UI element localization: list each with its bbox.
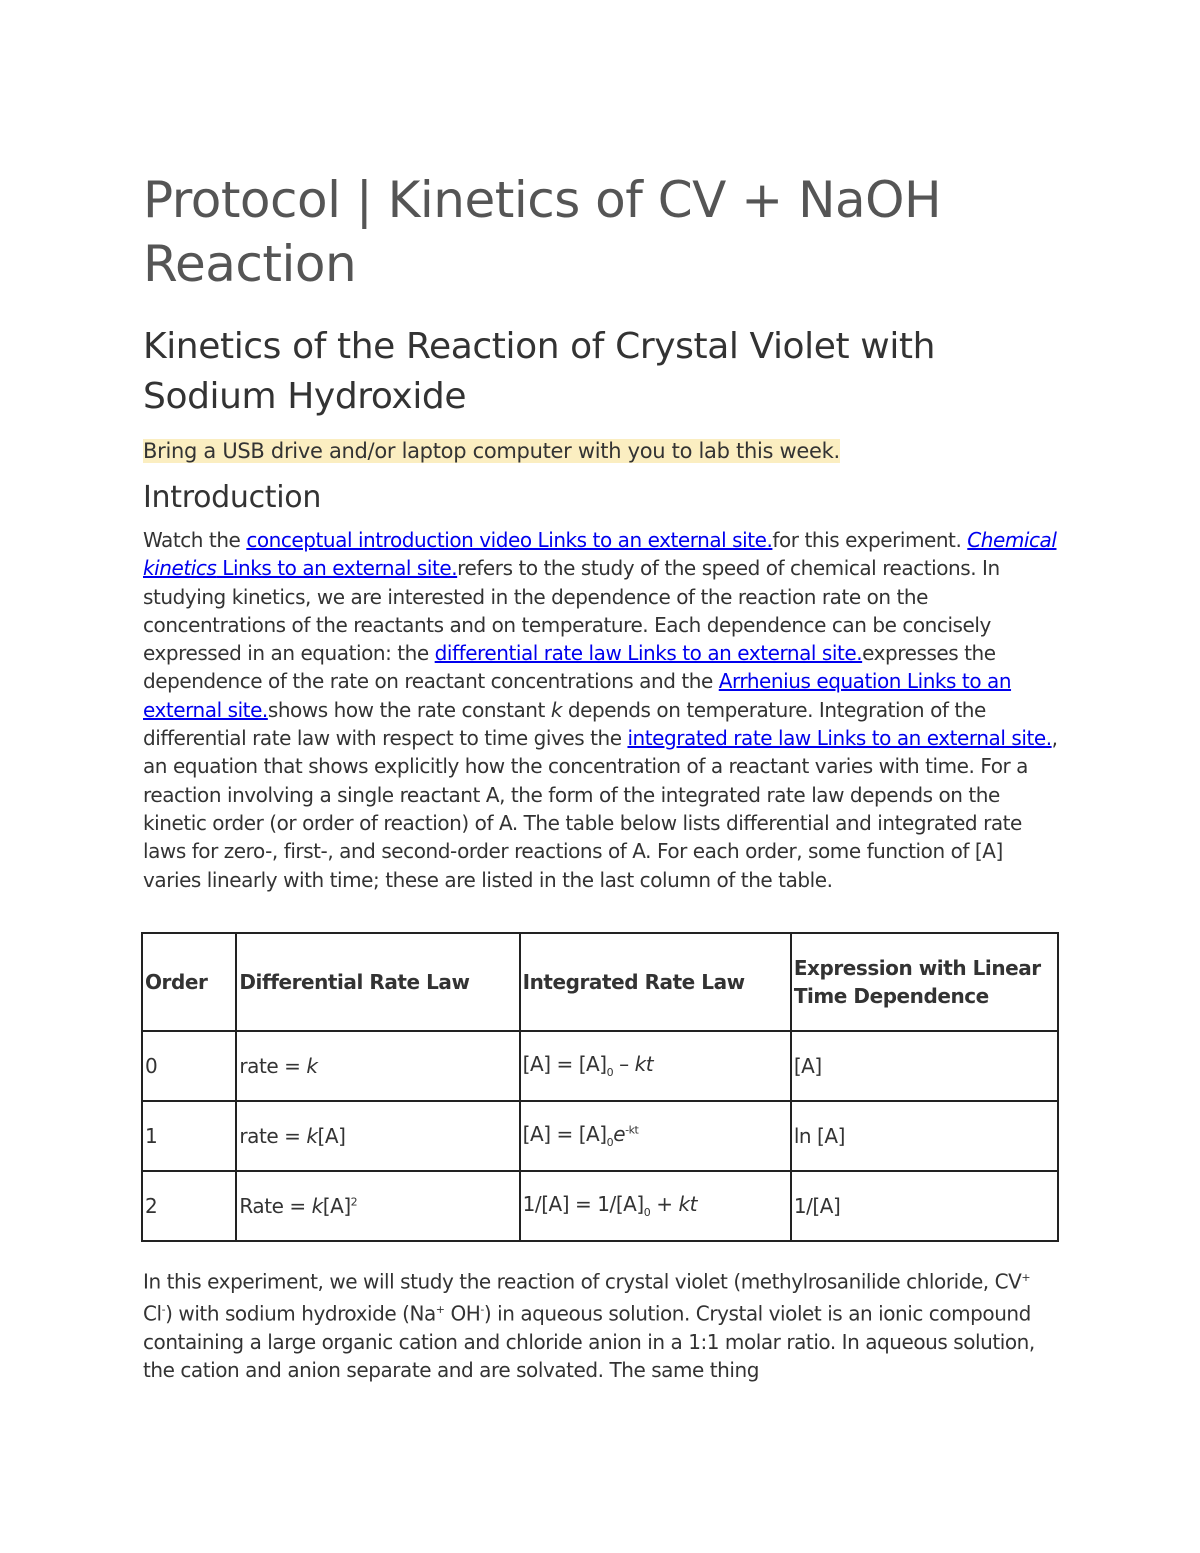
notice-block (143, 436, 1063, 466)
cell-linear: 1/[A] (791, 1171, 1058, 1241)
page-title: Protocol | Kinetics of CV + NaOH Reaction (143, 171, 942, 293)
intro-text: for this experiment. (772, 528, 968, 552)
intro-heading: Introduction (143, 480, 322, 515)
rate-constant-k: k (550, 697, 562, 722)
header-order: Order (142, 933, 236, 1031)
table-header-row (142, 933, 1058, 1031)
cell-linear: [A] (791, 1031, 1058, 1101)
cell-integrated: $1/[A] = 1/[A]_0$ + kt (520, 1171, 791, 1241)
cell-linear: ln [A] (791, 1101, 1058, 1171)
document-page (143, 168, 1063, 1384)
table-row (142, 1031, 1058, 1101)
intro-text: expresses the dependence of the rate on reactant concentrations and the (143, 641, 996, 694)
cell-order: 2 (142, 1171, 236, 1241)
header-integrated: Integrated Rate Law (520, 933, 791, 1031)
cell-order: 0 (142, 1031, 236, 1101)
experiment-paragraph: In this experiment, we will study the reaction of crystal violet (methylrosanilide chloride, CV+ Cl-) with sodium hydroxide (Na+ OH-) in aqueous solution. Crystal violet is an ionic compound containing a large organic cation and chloride anion in a 1:1 molar ratio. In aqueous solution, the cation and anion separate and are solvated. The same thing (143, 1269, 1035, 1383)
link-differential-rate-law[interactable]: differential rate law Links to an external site. (434, 641, 863, 666)
link-chemical-kinetics-rest: Links to an external site. (216, 556, 458, 581)
link-chemical-kinetics-italic: Chemical kinetics (143, 528, 1057, 581)
cell-integrated: $[A] = [A]_0e^{-kt}$ (520, 1101, 791, 1171)
intro-text: refers to the study of the speed of chemical reactions. In studying kinetics, we are interested in the dependence of the reaction rate on the concentrations of the reactants and on temperature. Each dependence can be concisely expressed in an equation: the (143, 556, 1000, 666)
cell-differential: rate = k[A] (236, 1101, 519, 1171)
intro-text: , an equation that shows explicitly how the concentration of a reactant varies with time. For a reaction involving a single reactant A, the form of the integrated rate law depends on the kinetic order (or order of reaction) of A. The table below lists differential and integrated rate laws for zero-, first-, and second-order reactions of A. For each order, some function of [A] varies linearly with time; these are listed in the last column of the table. (143, 726, 1058, 892)
cell-differential: Rate = $k[A]^2$ (236, 1171, 519, 1241)
intro-paragraph (143, 526, 1063, 894)
link-integrated-rate-law[interactable]: integrated rate law Links to an external site. (627, 726, 1052, 751)
cell-order: 1 (142, 1101, 236, 1171)
notice-highlight: Bring a USB drive and/or laptop computer with you to lab this week. (143, 439, 840, 463)
link-conceptual-video[interactable]: conceptual introduction video Links to an external site. (246, 528, 773, 552)
header-differential: Differential Rate Law (236, 933, 519, 1031)
table-row (142, 1171, 1058, 1241)
intro-text: Watch the (143, 528, 247, 552)
header-linear: Expression with Linear Time Dependence (791, 933, 1058, 1031)
intro-text: shows how the rate constant (267, 697, 551, 722)
link-arrhenius-equation[interactable]: Arrhenius equation Links to an external site. (143, 669, 1012, 722)
cell-integrated: $[A] = [A]_0$ – kt (520, 1031, 791, 1101)
cell-differential: rate = k (236, 1031, 519, 1101)
page-subtitle: Kinetics of the Reaction of Crystal Violet with Sodium Hydroxide (143, 326, 936, 417)
intro-text: depends on temperature. Integration of the differential rate law with respect to time gives the (143, 697, 986, 751)
rate-law-table (141, 932, 1059, 1242)
table-row (142, 1101, 1058, 1171)
